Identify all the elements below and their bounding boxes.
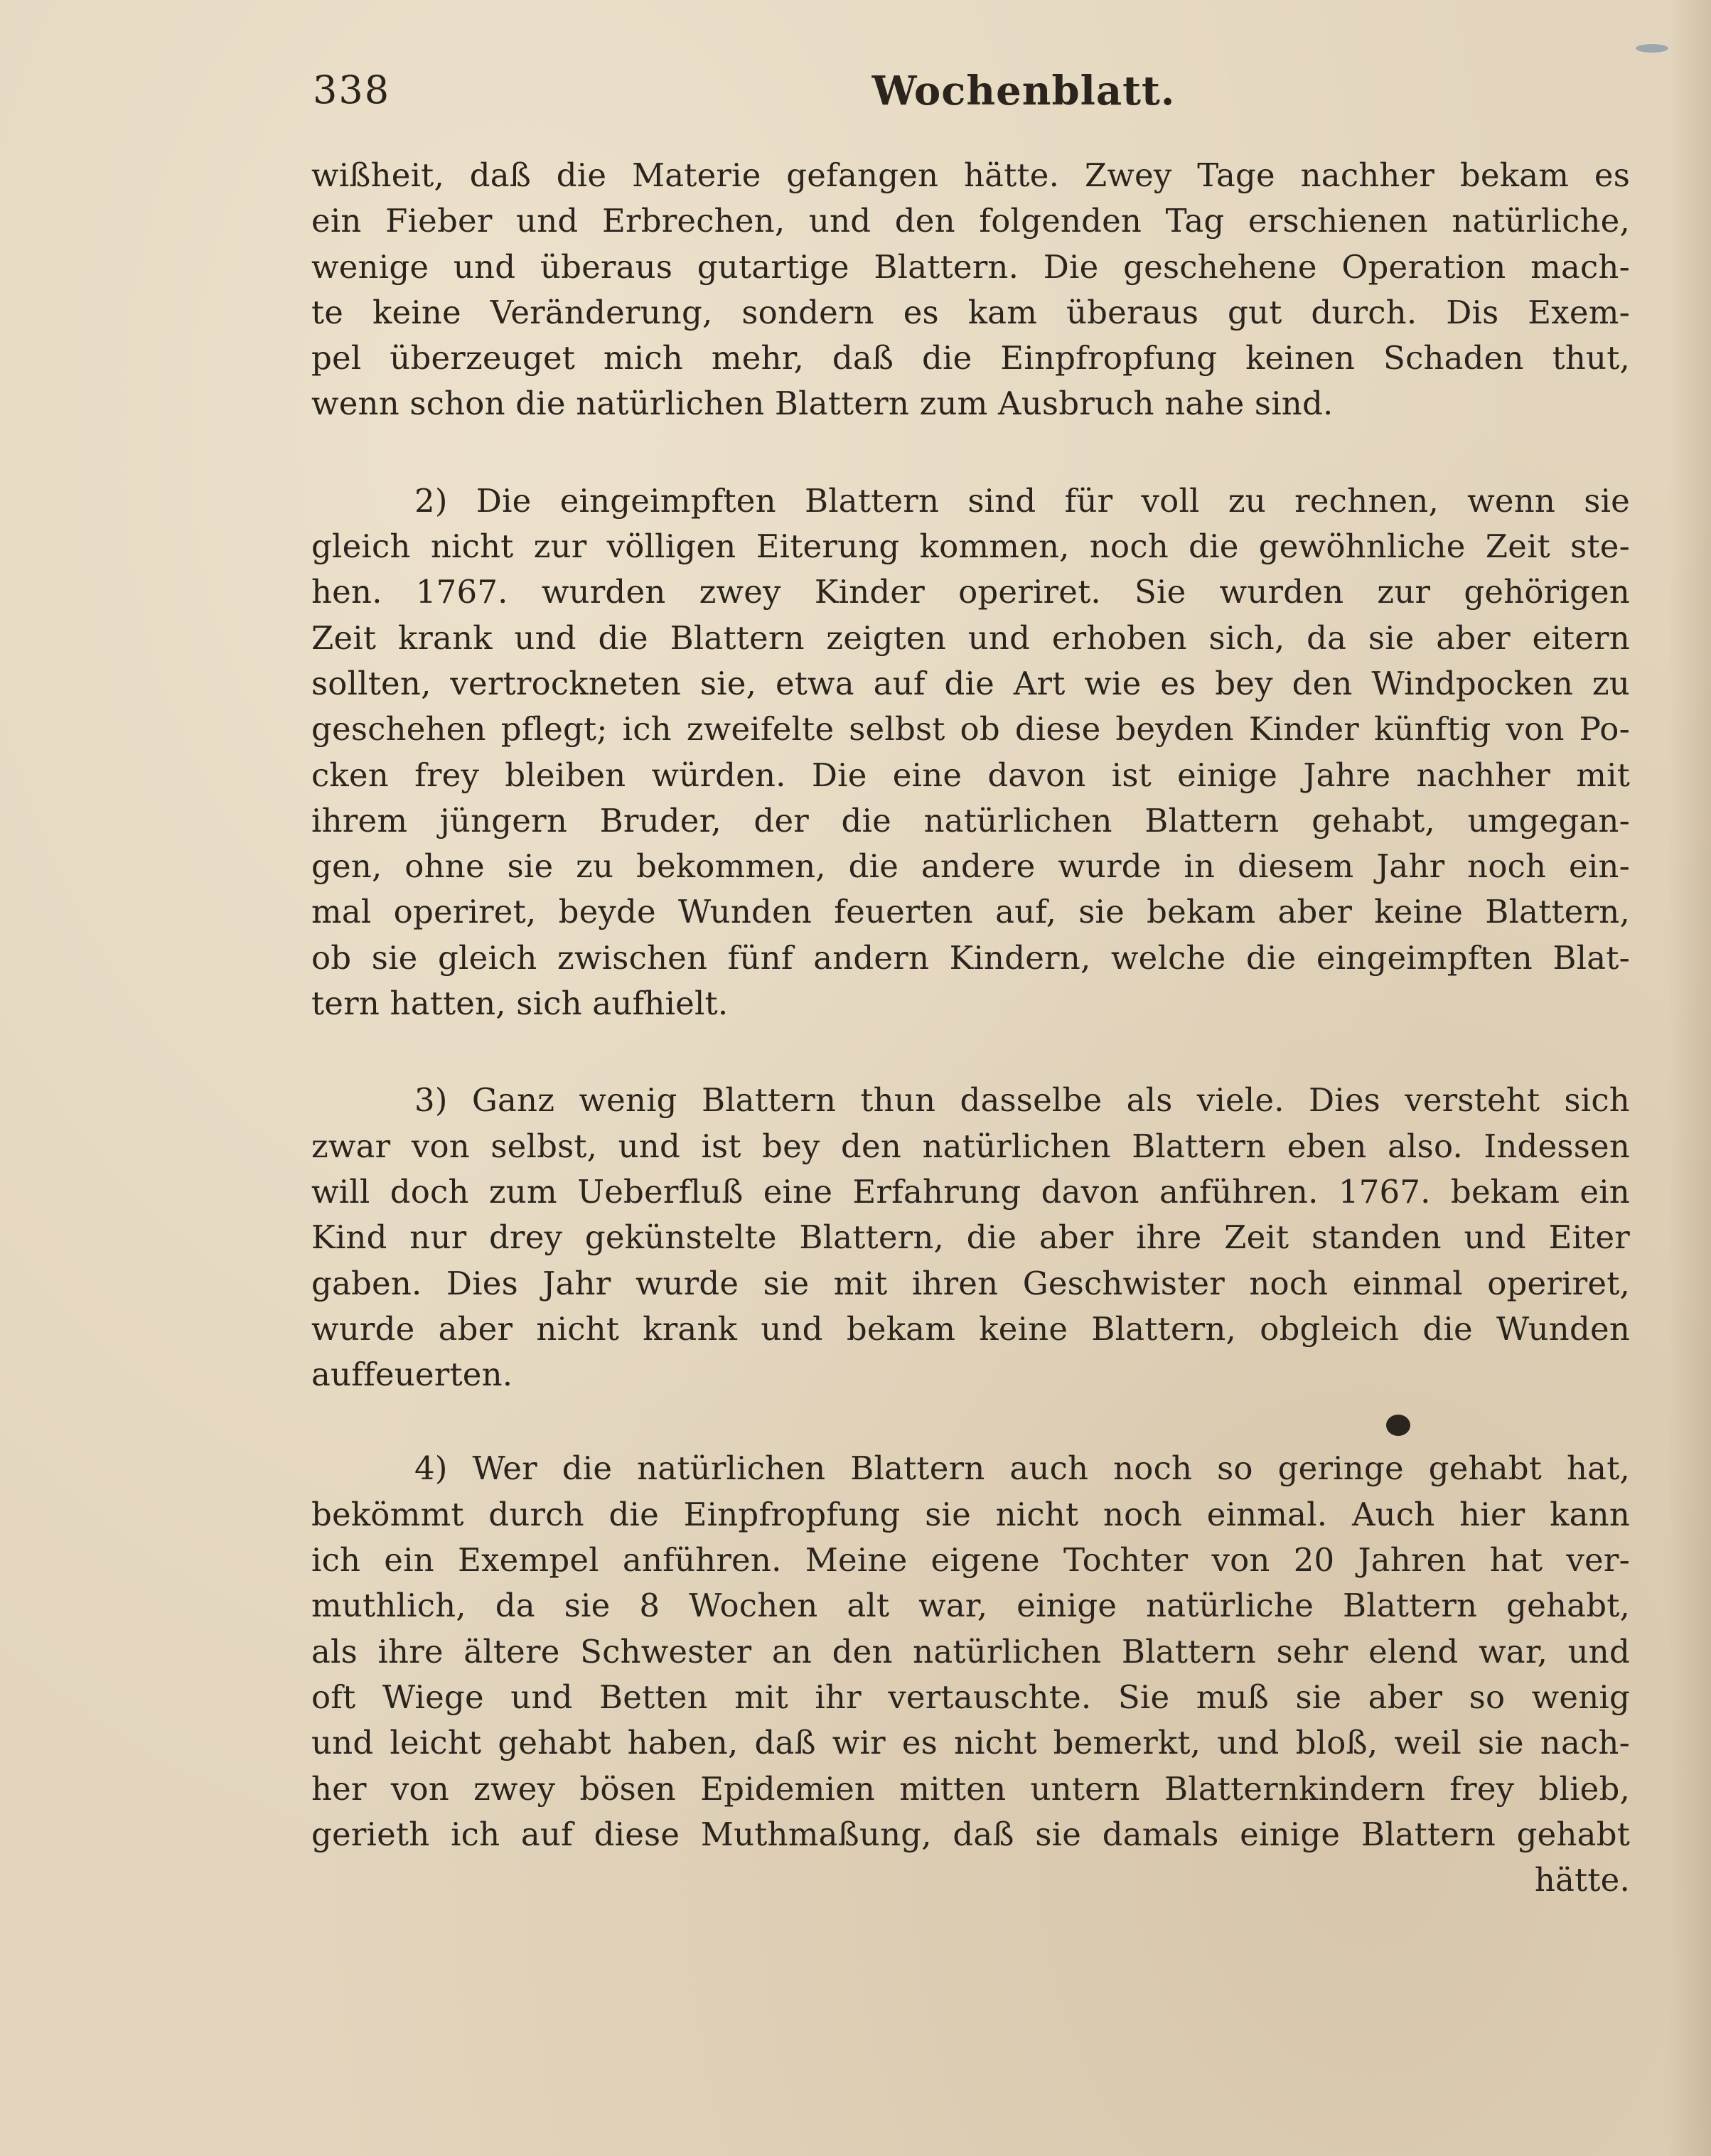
ink-blot	[1386, 1415, 1410, 1436]
text-line: 3) Ganz wenig Blattern thun dasselbe als viele. Dies versteht sich	[414, 1081, 1630, 1120]
paragraph-4	[311, 1446, 1630, 1903]
text-line: wurde aber nicht krank und bekam keine Blattern, obgleich die Wunden	[311, 1309, 1630, 1348]
text-line: gleich nicht zur völligen Eiterung kommen, noch die gewöhnliche Zeit ste-	[311, 527, 1630, 566]
text-line: 2) Die eingeimpften Blattern sind für voll zu rechnen, wenn sie	[414, 481, 1630, 520]
text-line: pel überzeuget mich mehr, daß die Einpfropfung keinen Schaden thut,	[311, 339, 1630, 377]
paragraph-3	[311, 1078, 1630, 1398]
text-line: zwar von selbst, und ist bey den natürlichen Blattern eben also. Indessen	[311, 1127, 1630, 1165]
text-line: gerieth ich auf diese Muthmaßung, daß sie damals einige Blattern gehabt	[311, 1815, 1630, 1853]
text-line: cken frey bleiben würden. Die eine davon ist einige Jahre nachher mit	[311, 756, 1630, 794]
text-line: gen, ohne sie zu bekommen, die andere wurde in diesem Jahr noch ein-	[311, 847, 1630, 886]
text-line: Kind nur drey gekünstelte Blattern, die aber ihre Zeit standen und Eiter	[311, 1218, 1630, 1257]
text-line: tern hatten, sich aufhielt.	[311, 985, 729, 1023]
text-line: hätte.	[1534, 1861, 1630, 1899]
text-line: hen. 1767. wurden zwey Kinder operiret. Sie wurden zur gehörigen	[311, 573, 1630, 611]
text-line: und leicht gehabt haben, daß wir es nicht bemerkt, und bloß, weil sie nach-	[311, 1724, 1630, 1762]
text-line: auffeuerten.	[311, 1356, 513, 1394]
text-line: oft Wiege und Betten mit ihr vertauschte. Sie muß sie aber so wenig	[311, 1678, 1630, 1716]
text-line: her von zwey bösen Epidemien mitten untern Blatternkindern frey blieb,	[311, 1769, 1630, 1808]
page-number: 338	[313, 68, 391, 112]
page-edge-shadow	[1668, 0, 1711, 2156]
text-line: als ihre ältere Schwester an den natürlichen Blattern sehr elend war, und	[311, 1632, 1630, 1670]
running-title: Wochenblatt.	[871, 68, 1176, 114]
text-line: ob sie gleich zwischen fünf andern Kindern, welche die eingeimpften Blat-	[311, 938, 1630, 977]
text-line: ein Fieber und Erbrechen, und den folgenden Tag erschienen natürliche,	[311, 202, 1630, 240]
text-line: sollten, vertrockneten sie, etwa auf die Art wie es bey den Windpocken zu	[311, 664, 1630, 702]
page-header	[313, 68, 1649, 124]
body-text	[311, 153, 1630, 1903]
text-line: mal operiret, beyde Wunden feuerten auf, sie bekam aber keine Blattern,	[311, 893, 1630, 931]
text-line: geschehen pflegt; ich zweifelte selbst ob diese beyden Kinder künftig von Po-	[311, 710, 1630, 749]
text-line: will doch zum Ueberfluß eine Erfahrung davon anführen. 1767. bekam ein	[311, 1172, 1630, 1211]
text-line: Zeit krank und die Blattern zeigten und erhoben sich, da sie aber eitern	[311, 618, 1630, 657]
text-line: muthlich, da sie 8 Wochen alt war, einige natürliche Blattern gehabt,	[311, 1587, 1630, 1625]
paragraph-continuation	[311, 153, 1630, 427]
text-line: gaben. Dies Jahr wurde sie mit ihren Geschwister noch einmal operiret,	[311, 1264, 1630, 1302]
text-line: wenn schon die natürlichen Blattern zum Ausbruch nahe sind.	[311, 385, 1334, 423]
text-line: bekömmt durch die Einpfropfung sie nicht noch einmal. Auch hier kann	[311, 1495, 1630, 1533]
paragraph-2	[311, 478, 1630, 1027]
text-line: ihrem jüngern Bruder, der die natürlichen Blattern gehabt, umgegan-	[311, 801, 1630, 840]
text-line: ich ein Exempel anführen. Meine eigene Tochter von 20 Jahren hat ver-	[311, 1541, 1630, 1580]
ink-smudge-mark	[1636, 44, 1668, 53]
text-line: te keine Veränderung, sondern es kam überaus gut durch. Dis Exem-	[311, 293, 1630, 331]
text-line: 4) Wer die natürlichen Blattern auch noch so geringe gehabt hat,	[414, 1449, 1630, 1488]
text-line: wißheit, daß die Materie gefangen hätte. Zwey Tage nachher bekam es	[311, 156, 1630, 194]
text-line: wenige und überaus gutartige Blattern. Die geschehene Operation mach-	[311, 247, 1630, 286]
